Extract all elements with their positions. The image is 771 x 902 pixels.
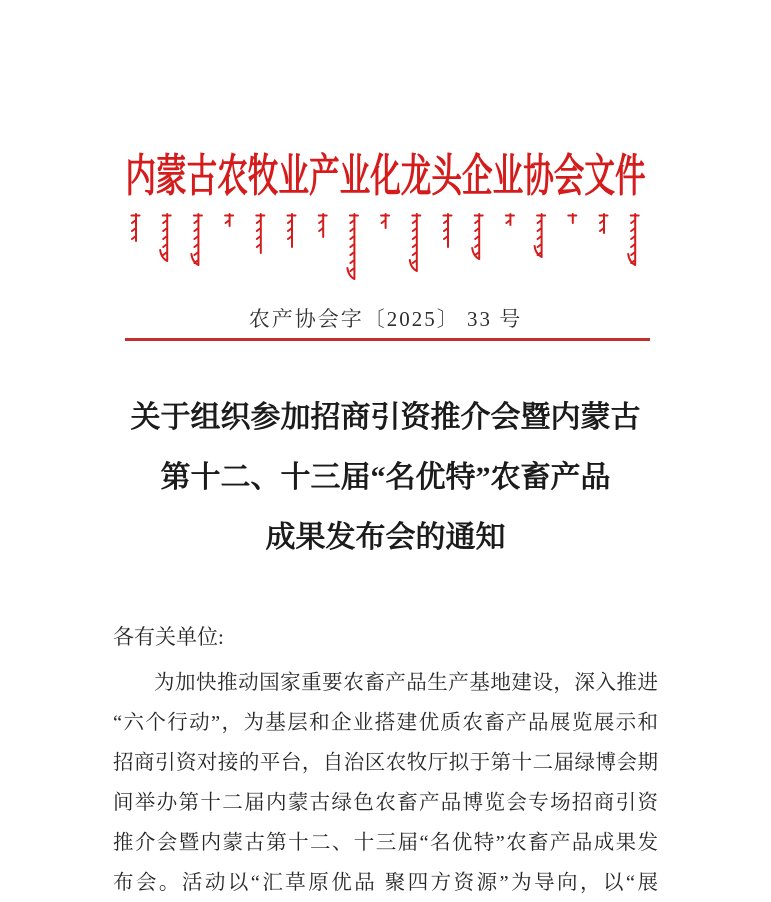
document-number: 农产协会字〔2025〕 33 号: [248, 307, 523, 331]
body-line: 招商引资对接的平台，自治区农牧厅拟于第十二届绿博会期: [113, 752, 658, 774]
title-line-1: 关于组织参加招商引资推介会暨内蒙古: [130, 401, 641, 434]
title-line-2: 第十二、十三届“名优特”农畜产品: [160, 461, 611, 494]
red-separator-line: [125, 338, 650, 341]
document-title: [0, 388, 771, 568]
body-line: “六个行动”，为基层和企业搭建优质农畜产品展览展示和: [113, 712, 658, 734]
org-name-header: 内蒙古农牧业产业化龙头企业协会文件: [125, 151, 646, 201]
body-line: 推介会暨内蒙古第十二、十三届“名优特”农畜产品成果发: [113, 832, 658, 854]
title-line-3: 成果发布会的通知: [265, 521, 506, 554]
body-line: 为加快推动国家重要农畜产品生产基地建设，深入推进: [154, 672, 658, 694]
mongolian-script: [126, 213, 646, 285]
body-paragraph: [113, 663, 658, 902]
body-line: 布会。活动以“汇草原优品 聚四方资源”为导向，以“展: [113, 872, 658, 894]
body-line: 间举办第十二届内蒙古绿色农畜产品博览会专场招商引资: [113, 792, 658, 814]
salutation: 各有关单位:: [113, 625, 224, 649]
